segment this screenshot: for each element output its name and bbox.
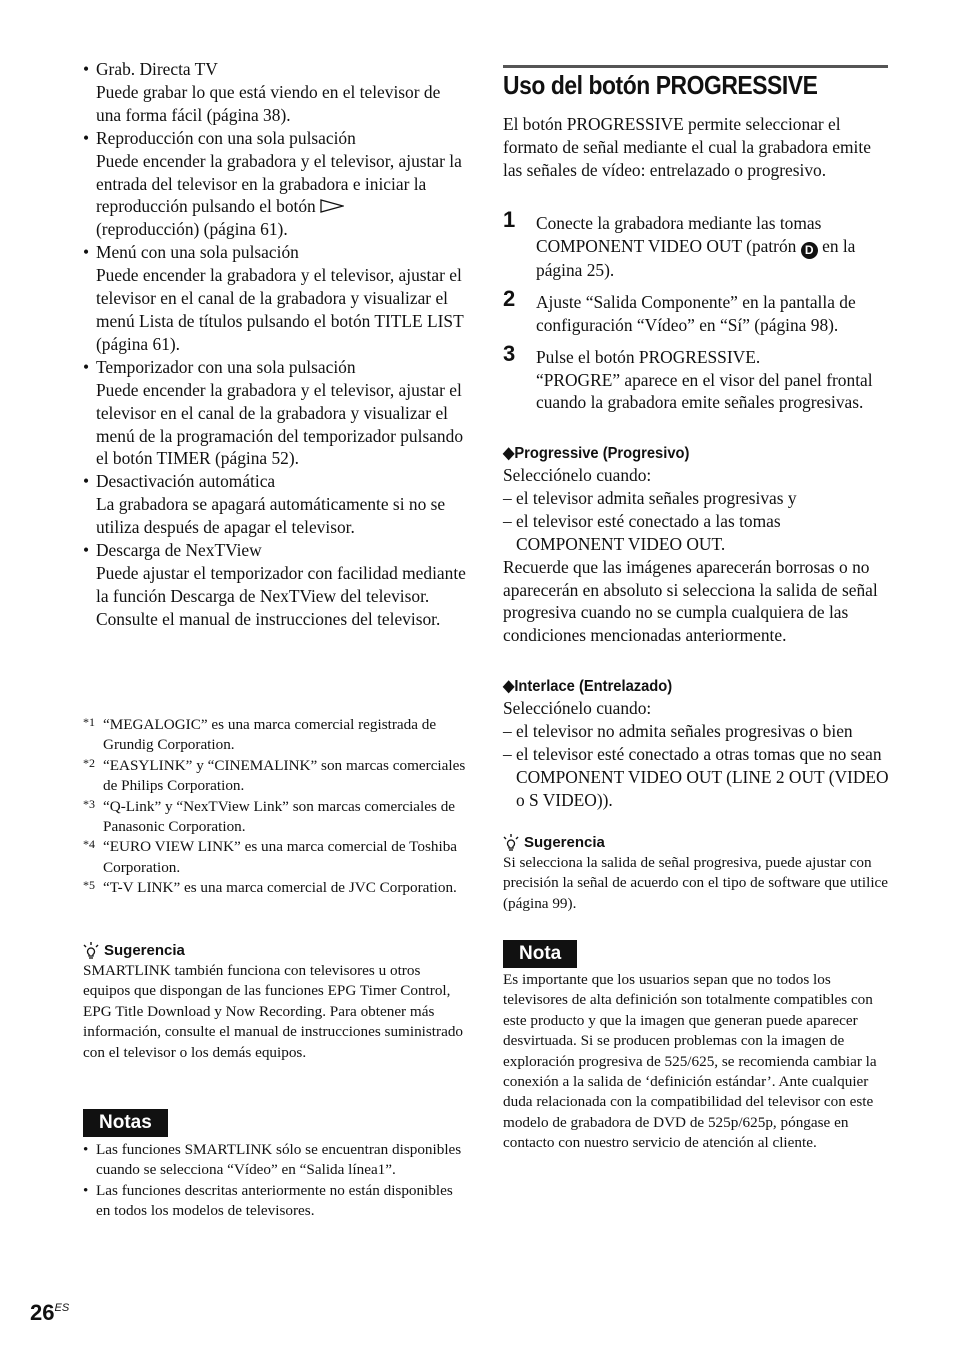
list-item: [83, 539, 468, 631]
notes-list: [83, 1140, 468, 1222]
page-number: $26^{ES}$: [30, 1300, 70, 1325]
note-label: Nota: [503, 940, 577, 968]
intro-paragraph: El botón PROGRESSIVE permite seleccionar el formato de señal mediante el cual la grabadora emite las señales de vídeo: entrelazado o progresivo.: [503, 114, 871, 180]
play-icon: [320, 199, 344, 213]
feature-desc: La grabadora se apagará automáticamente si no se utiliza después de apagar el televisor.: [96, 494, 446, 538]
tip-section: [83, 941, 468, 1063]
list-item: [83, 470, 468, 539]
footnote: *2 “EASYLINK” y “CINEMALINK” son marcas comerciales de Philips Corporation.: [83, 755, 466, 795]
tip-heading: Sugerencia: [83, 941, 468, 961]
interlace-section: [503, 676, 891, 812]
tip-text: SMARTLINK también funciona con televisores u otros equipos que dispongan de las funciones EPG Timer Control, EPG Title Download y Now Recording. Para obtener más información, consulte el manual de instrucciones suministrado con el televisor o los demás equipos.: [83, 962, 464, 1061]
notes-label: Notas: [83, 1109, 168, 1137]
bullet-dot: •: [83, 242, 90, 263]
feature-title: Descarga de NexTView: [96, 540, 262, 561]
feature-title: Desactivación automática: [96, 471, 276, 492]
feature-title: Menú con una sola pulsación: [96, 242, 299, 263]
pattern-d-icon: D: [801, 242, 818, 259]
lightbulb-icon: [83, 942, 99, 960]
list-item: – el televisor esté conectado a las tomas COMPONENT VIDEO OUT.: [503, 510, 781, 554]
list-item: [83, 241, 468, 356]
step-item: 2 Ajuste “Salida Componente” en la pantalla de configuración “Vídeo” en “Sí” (página 98).: [503, 285, 856, 335]
list-item: • Las funciones SMARTLINK sólo se encuentran disponibles cuando se selecciona “Vídeo” en “Salida línea1”.: [83, 1141, 462, 1179]
footnote: *3 “Q-Link” y “NexTView Link” son marcas comerciales de Panasonic Corporation.: [83, 796, 456, 836]
footnote: *1 “MEGALOGIC” es una marca comercial registrada de Grundig Corporation.: [83, 715, 437, 754]
bullet-dot: •: [83, 59, 90, 79]
list-item: [83, 58, 468, 127]
notes-label-box: [83, 1109, 168, 1137]
list-item: • Las funciones descritas anteriormente no están disponibles en todos los modelos de televisores.: [83, 1181, 453, 1220]
feature-desc: Puede ajustar el temporizador con facilidad mediante la función Descarga de NexTView del televisor.: [96, 562, 466, 606]
step-number: 2: [503, 285, 516, 311]
note-label-box: [503, 940, 577, 968]
list-item: [83, 127, 468, 242]
step-number: 3: [503, 340, 516, 366]
bullet-dot: •: [83, 127, 90, 148]
subheading: ◆Progressive (Progresivo): [503, 445, 690, 462]
bullet-dot: •: [83, 1141, 89, 1158]
tip-text: Si selecciona la salida de señal progresiva, puede ajustar con precisión la señal de acuerdo con el tipo de software que utilice (página 99).: [503, 854, 889, 912]
list-item: – el televisor no admita señales progresivas o bien: [503, 720, 853, 741]
lead-text: Selecciónelo cuando:: [503, 465, 652, 485]
step-item: 1 Conecte la grabadora mediante las tomas COMPONENT VIDEO OUT (patrón D en la página 25).: [503, 207, 856, 280]
list-item: – el televisor esté conectado a otras tomas que no sean COMPONENT VIDEO OUT (LINE 2 OUT (VIDEO o S VIDEO)).: [503, 743, 889, 810]
tip-section: [503, 833, 891, 914]
bullet-dot: •: [83, 1181, 89, 1199]
bullet-dot: •: [83, 356, 90, 377]
after-text: Recuerde que las imágenes aparecerán borrosas o no aparecerán en absoluto si selecciona la salida de señal progresiva cuando no se cumpla cualquiera de las condiciones mencionadas anteriormente.: [503, 556, 878, 646]
footnotes: [83, 715, 468, 899]
lightbulb-icon: [503, 834, 519, 852]
step-number: 1: [503, 207, 516, 232]
bullet-dot: •: [83, 540, 90, 561]
feature-list: [83, 58, 468, 631]
progressive-section: [503, 443, 891, 647]
list-item: [83, 356, 468, 471]
note-text: Es importante que los usuarios sepan que no todos los televisores de alta definición son totalmente compatibles con este producto y que la imagen que generan puede aparecer desvirtuada. Si se producen problemas con la imagen de exploración progresiva de 525/625, se recomienda cambiar la conexión a la salida de ‘definición estándar’. Ante cualquier duda relacionada con la compatibilidad del televisor con este modelo de grabadora de DVD de 525p/625p, póngase en contacto con nuestro servicio de atención al cliente.: [503, 971, 877, 1152]
steps-list: [503, 207, 888, 423]
section-heading: Uso del botón PROGRESSIVE: [503, 70, 818, 100]
feature-title: Grab. Directa TV: [96, 59, 218, 79]
list-item: – el televisor admita señales progresivas y: [503, 487, 797, 508]
footnote: *5 “T-V LINK” es una marca comercial de JVC Corporation.: [83, 878, 457, 897]
feature-desc: Puede encender la grabadora y el televisor, ajustar el televisor en el canal de la grabadora y visualizar el menú Lista de títulos pulsando el botón TITLE LIST (página 61).: [96, 265, 464, 354]
feature-title: Temporizador con una sola pulsación: [96, 356, 356, 377]
footnote: *4 “EURO VIEW LINK” es una marca comercial de Toshiba Corporation.: [83, 837, 458, 876]
lead-text: Selecciónelo cuando:: [503, 698, 652, 718]
feature-desc: Puede encender la grabadora y el televisor, ajustar el televisor en el canal de la grabadora y visualizar el menú de la programación del temporizador pulsando el botón TIMER (página 52).: [96, 379, 464, 469]
subheading: ◆Interlace (Entrelazado): [503, 678, 673, 695]
step-item: 3 Pulse el botón PROGRESSIVE. “PROGRE” aparece en el visor del panel frontal cuando la grabadora emite señales progresivas.: [503, 340, 873, 413]
bullet-dot: •: [83, 471, 90, 492]
tip-heading: Sugerencia: [503, 833, 891, 853]
feature-title: Reproducción con una sola pulsación: [96, 127, 356, 148]
feature-desc-extra: Consulte el manual de instrucciones del televisor.: [96, 608, 441, 629]
feature-desc: Puede encender la grabadora y el televisor, ajustar la entrada del televisor en la grabadora e iniciar la reproducción pulsando el botón (reproducción) (página 61).: [96, 150, 462, 240]
feature-desc: Puede grabar lo que está viendo en el televisor de una forma fácil (página 38).: [96, 81, 441, 125]
